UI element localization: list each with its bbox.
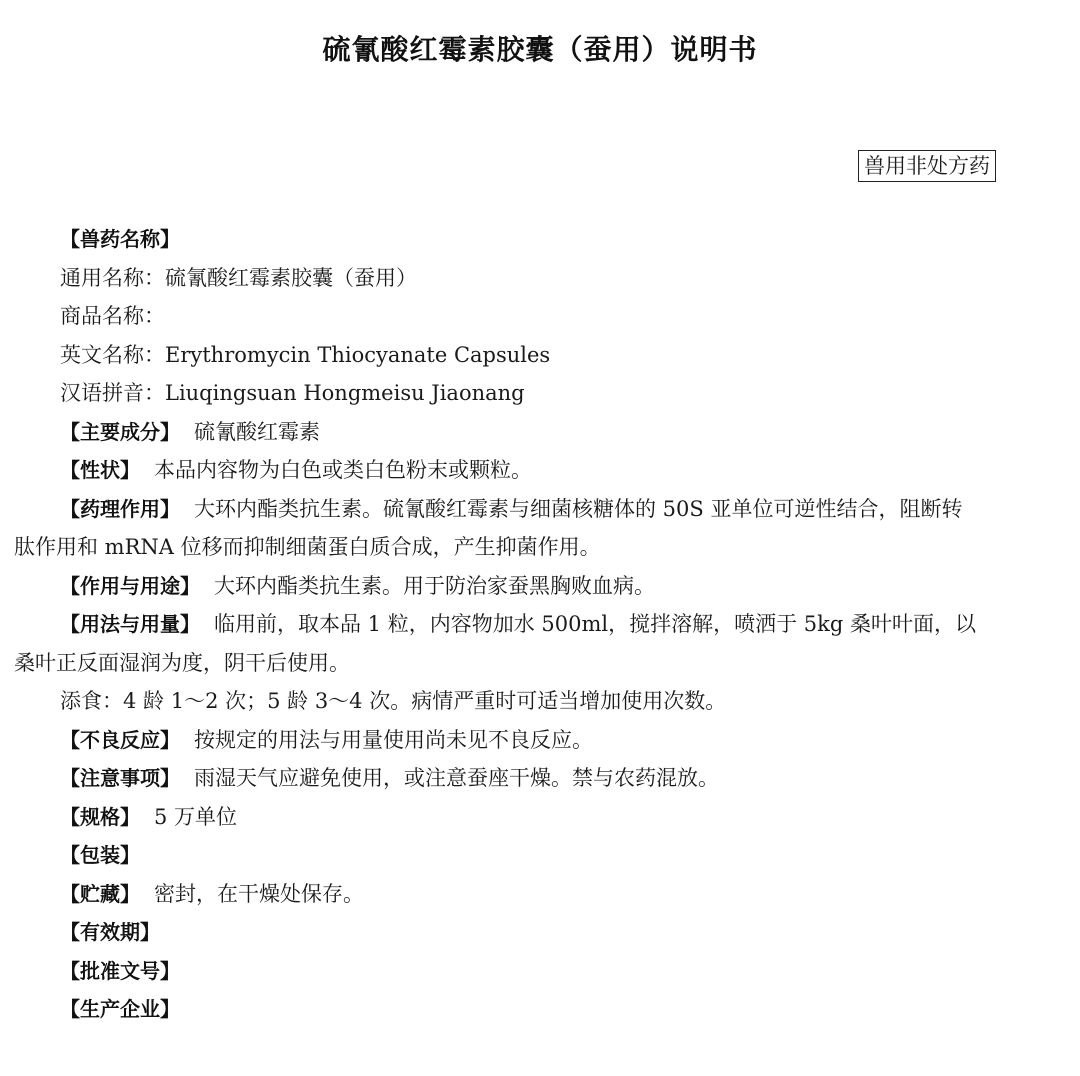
section-text: 大环内酯类抗生素。用于防治家蚕黑胸败血病。 (214, 573, 655, 598)
otc-badge: 兽用非处方药 (858, 150, 996, 182)
section-approval-number (14, 952, 1066, 991)
section-specification (14, 798, 1066, 837)
section-label: 【主要成分】 (60, 419, 180, 444)
section-precautions (14, 759, 1066, 798)
section-name-heading (14, 220, 1066, 259)
trade-name-line: 商品名称： (60, 304, 165, 328)
generic-name-line: 通用名称：硫氰酸红霉素胶囊（蚕用） (60, 265, 417, 290)
section-label: 【注意事项】 (60, 766, 180, 790)
section-dosage (14, 605, 1066, 644)
dosage-continuation: 桑叶正反面湿润为度，阴干后使用。 (14, 650, 350, 675)
section-label: 【用法与用量】 (60, 612, 200, 636)
section-text: 密封，在干燥处保存。 (154, 881, 364, 906)
section-label: 【生产企业】 (60, 997, 180, 1021)
document-title: 硫氰酸红霉素胶囊（蚕用）说明书 (322, 33, 758, 66)
section-label: 【有效期】 (60, 920, 160, 944)
section-storage (14, 875, 1066, 914)
section-text: 本品内容物为白色或类白色粉末或颗粒。 (154, 458, 532, 482)
section-text: 大环内酯类抗生素。硫氰酸红霉素与细菌核糖体的 50S 亚单位可逆性结合，阻断转 (194, 496, 963, 521)
section-ingredients (14, 413, 1066, 452)
section-label: 【包装】 (60, 843, 140, 867)
section-label: 【药理作用】 (60, 496, 180, 521)
section-label: 【性状】 (60, 458, 140, 482)
section-indications (14, 567, 1066, 606)
section-adverse-reactions (14, 721, 1066, 760)
section-label: 【规格】 (60, 804, 140, 829)
section-text: 按规定的用法与用量使用尚未见不良反应。 (194, 727, 593, 752)
pinyin-line: 汉语拼音：Liuqingsuan Hongmeisu Jiaonang (60, 381, 525, 405)
pharmacology-continuation: 肽作用和 mRNA 位移而抑制细菌蛋白质合成，产生抑菌作用。 (14, 535, 601, 559)
section-label: 【贮藏】 (60, 881, 140, 906)
section-text: 5 万单位 (154, 804, 238, 829)
section-validity (14, 913, 1066, 952)
section-pharmacology (14, 490, 1066, 529)
section-text: 雨湿天气应避免使用，或注意蚕座干燥。禁与农药混放。 (194, 766, 719, 790)
english-name-line: 英文名称：Erythromycin Thiocyanate Capsules (60, 342, 551, 367)
section-manufacturer (14, 990, 1066, 1029)
dosage-feeding-line: 添食：4 龄 1～2 次；5 龄 3～4 次。病情严重时可适当增加使用次数。 (60, 689, 727, 713)
section-label: 【兽药名称】 (60, 227, 180, 251)
section-label: 【不良反应】 (60, 727, 180, 752)
section-label: 【批准文号】 (60, 958, 180, 983)
section-label: 【作用与用途】 (60, 573, 200, 598)
section-text: 硫氰酸红霉素 (194, 419, 320, 444)
section-text: 临用前，取本品 1 粒，内容物加水 500ml，搅拌溶解，喷洒于 5kg 桑叶叶面，以 (214, 612, 976, 636)
section-package (14, 836, 1066, 875)
instructions-body (14, 220, 1066, 1029)
section-appearance (14, 451, 1066, 490)
